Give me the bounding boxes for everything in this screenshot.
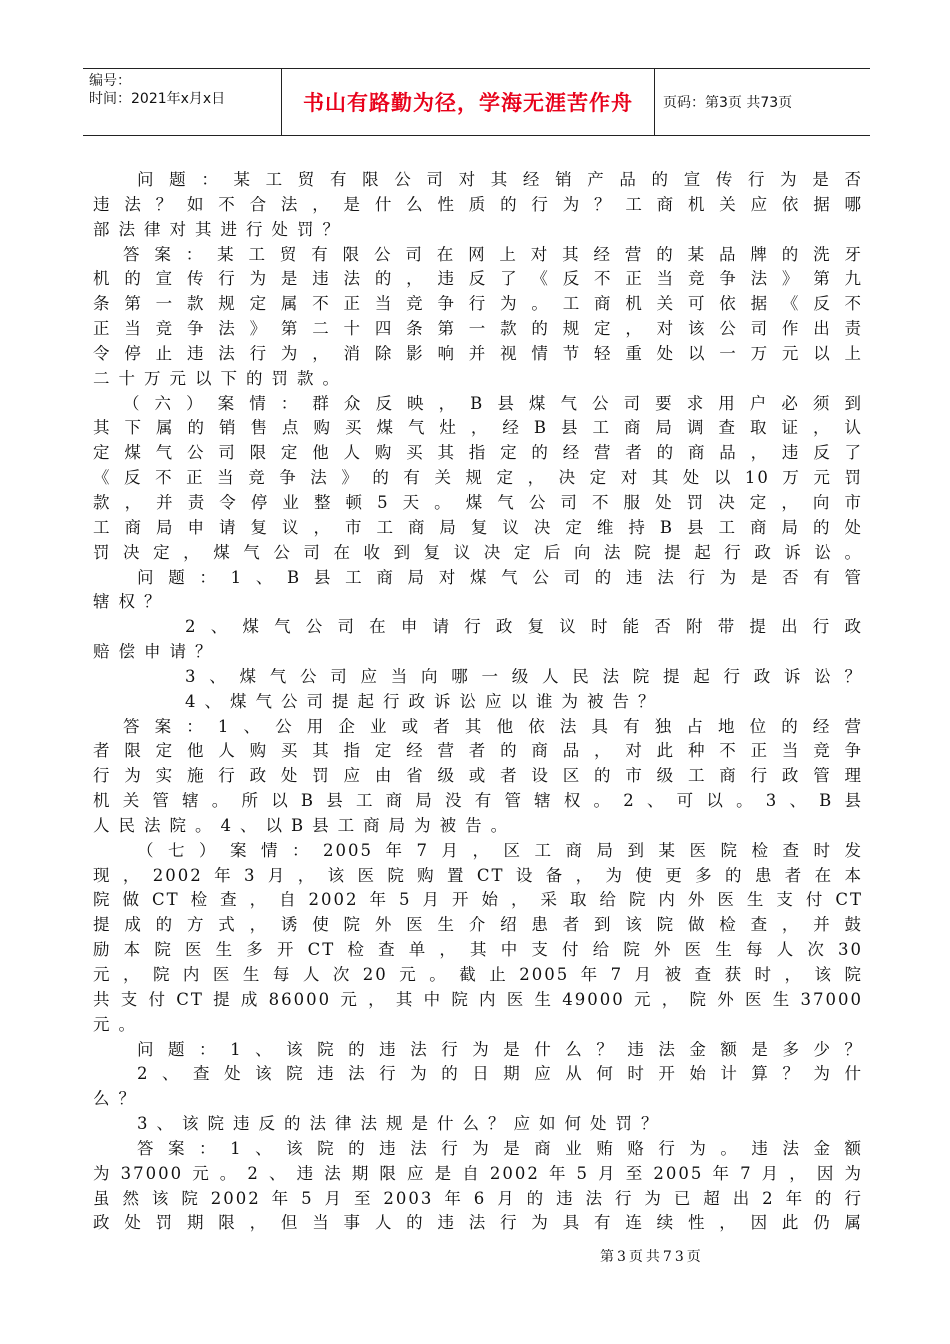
- text-line: 人民法院。4、以B县工商局为被告。: [93, 815, 517, 835]
- document-body: [93, 168, 863, 1236]
- text-line: 虽然该院2002年5月至2003年6月的违法行为已超出2年的行: [93, 1188, 863, 1208]
- text-line: 2、查处该院违法行为的日期应从何时开始计算？为什: [137, 1064, 863, 1084]
- text-line: 罚决定，煤气公司在收到复议决定后向法院提起行政诉讼。: [93, 542, 863, 562]
- text-line: 赔偿申请？: [93, 642, 221, 662]
- text-line: 问题：1、B县工商局对煤气公司的违法行为是否有管: [137, 567, 863, 587]
- text-line: 3、该院违反的法律法规是什么？应如何处罚？: [137, 1114, 667, 1134]
- text-line: 违法？如不合法，是什么性质的行为？工商机关应依据哪: [93, 194, 863, 214]
- header-page-label: 页码：第3页 共73页: [663, 95, 793, 111]
- text-line: 政处罚期限，但当事人的违法行为具有连续性，因此仍属: [93, 1213, 863, 1233]
- text-line: 答案：1、公用企业或者其他依法具有独占地位的经营: [123, 716, 863, 736]
- text-line: 元，院内医生每人次20元。截止2005年7月被查获时，该院: [93, 965, 863, 984]
- text-line: 正当竞争法》第二十四条第一款的规定，对该公司作出责: [93, 319, 863, 339]
- text-line: 么？: [93, 1089, 144, 1109]
- text-line: 机关管辖。所以B县工商局没有管辖权。2、可以。3、B县: [93, 791, 863, 811]
- text-line: 定煤气公司限定他人购买其指定的经营者的商品，违反了: [93, 443, 863, 463]
- text-line: 元。: [93, 1014, 144, 1034]
- document-date-label: 时间：2021年x月x日: [89, 91, 226, 107]
- text-line: 提成的方式，诱使院外医生介绍患者到该院做检查，并鼓: [93, 915, 863, 935]
- text-line: 院做CT检查，自2002年5月开始，采取给院内外医生支付CT: [93, 890, 863, 910]
- text-line: 令停止违法行为，消除影响并视情节轻重处以一万元以上: [93, 343, 863, 363]
- text-line: 问题：1、该院的违法行为是什么？违法金额是多少？: [137, 1039, 863, 1059]
- text-line: 为37000元。2、违法期限应是自2002年5月至2005年7月，因为: [93, 1163, 863, 1183]
- text-line: 《反不正当竞争法》的有关规定，决定对其处以10万元罚: [93, 468, 863, 488]
- text-line: 机的宣传行为是违法的，违反了《反不正当竞争法》第九: [93, 269, 863, 289]
- text-line: 共支付CT提成86000元，其中院内医生49000元，院外医生37000: [93, 989, 863, 1009]
- text-line: 2、煤气公司在申请行政复议时能否附带提出行政: [185, 617, 863, 637]
- text-line: 辖权？: [93, 592, 170, 612]
- page-header: [83, 68, 870, 136]
- text-line: 答案：1、该院的违法行为是商业贿赂行为。违法金额: [137, 1138, 863, 1158]
- text-line: 行为实施行政处罚应由省级或者设区的市级工商行政管理: [93, 766, 863, 786]
- text-line: 二十万元以下的罚款。: [93, 368, 348, 388]
- text-line: 励本院医生多开CT检查单，其中支付给院外医生每人次30: [93, 940, 863, 960]
- text-line: 3、煤气公司应当向哪一级人民法院提起行政诉讼？: [185, 666, 863, 686]
- text-line: 条第一款规定属不正当竞争行为。工商机关可依据《反不: [93, 294, 863, 314]
- text-line: 部法律对其进行处罚？: [93, 219, 348, 239]
- document-number-label: 编号：: [89, 73, 131, 89]
- text-line: 现，2002年3月，该医院购置CT设备，为使更多的患者在本: [93, 865, 863, 885]
- text-line: （七）案情：2005年7月，区工商局到某医院检查时发: [137, 840, 863, 860]
- text-line: 者限定他人购买其指定经营者的商品，对此种不正当竞争: [93, 741, 863, 761]
- text-line: 其下属的销售点购买煤气灶，经B县工商局调查取证，认: [93, 418, 863, 438]
- page-footer: 第3页共73页: [600, 1249, 704, 1265]
- text-line: 工商局申请复议，市工商局复议决定维持B县工商局的处: [93, 517, 863, 537]
- text-line: 问题：某工贸有限公司对其经销产品的宣传行为是否: [137, 170, 863, 189]
- header-motto: 书山有路勤为径，学海无涯苦作舟: [282, 69, 655, 135]
- text-line: 款，并责令停业整顿5天。煤气公司不服处罚决定，向市: [93, 492, 863, 512]
- text-line: （六）案情：群众反映，B县煤气公司要求用户必须到: [123, 393, 863, 413]
- text-line: 4、煤气公司提起行政诉讼应以谁为被告？: [185, 691, 664, 711]
- text-line: 答案：某工贸有限公司在网上对其经营的某品牌的洗牙: [123, 244, 863, 264]
- header-meta: [83, 69, 282, 135]
